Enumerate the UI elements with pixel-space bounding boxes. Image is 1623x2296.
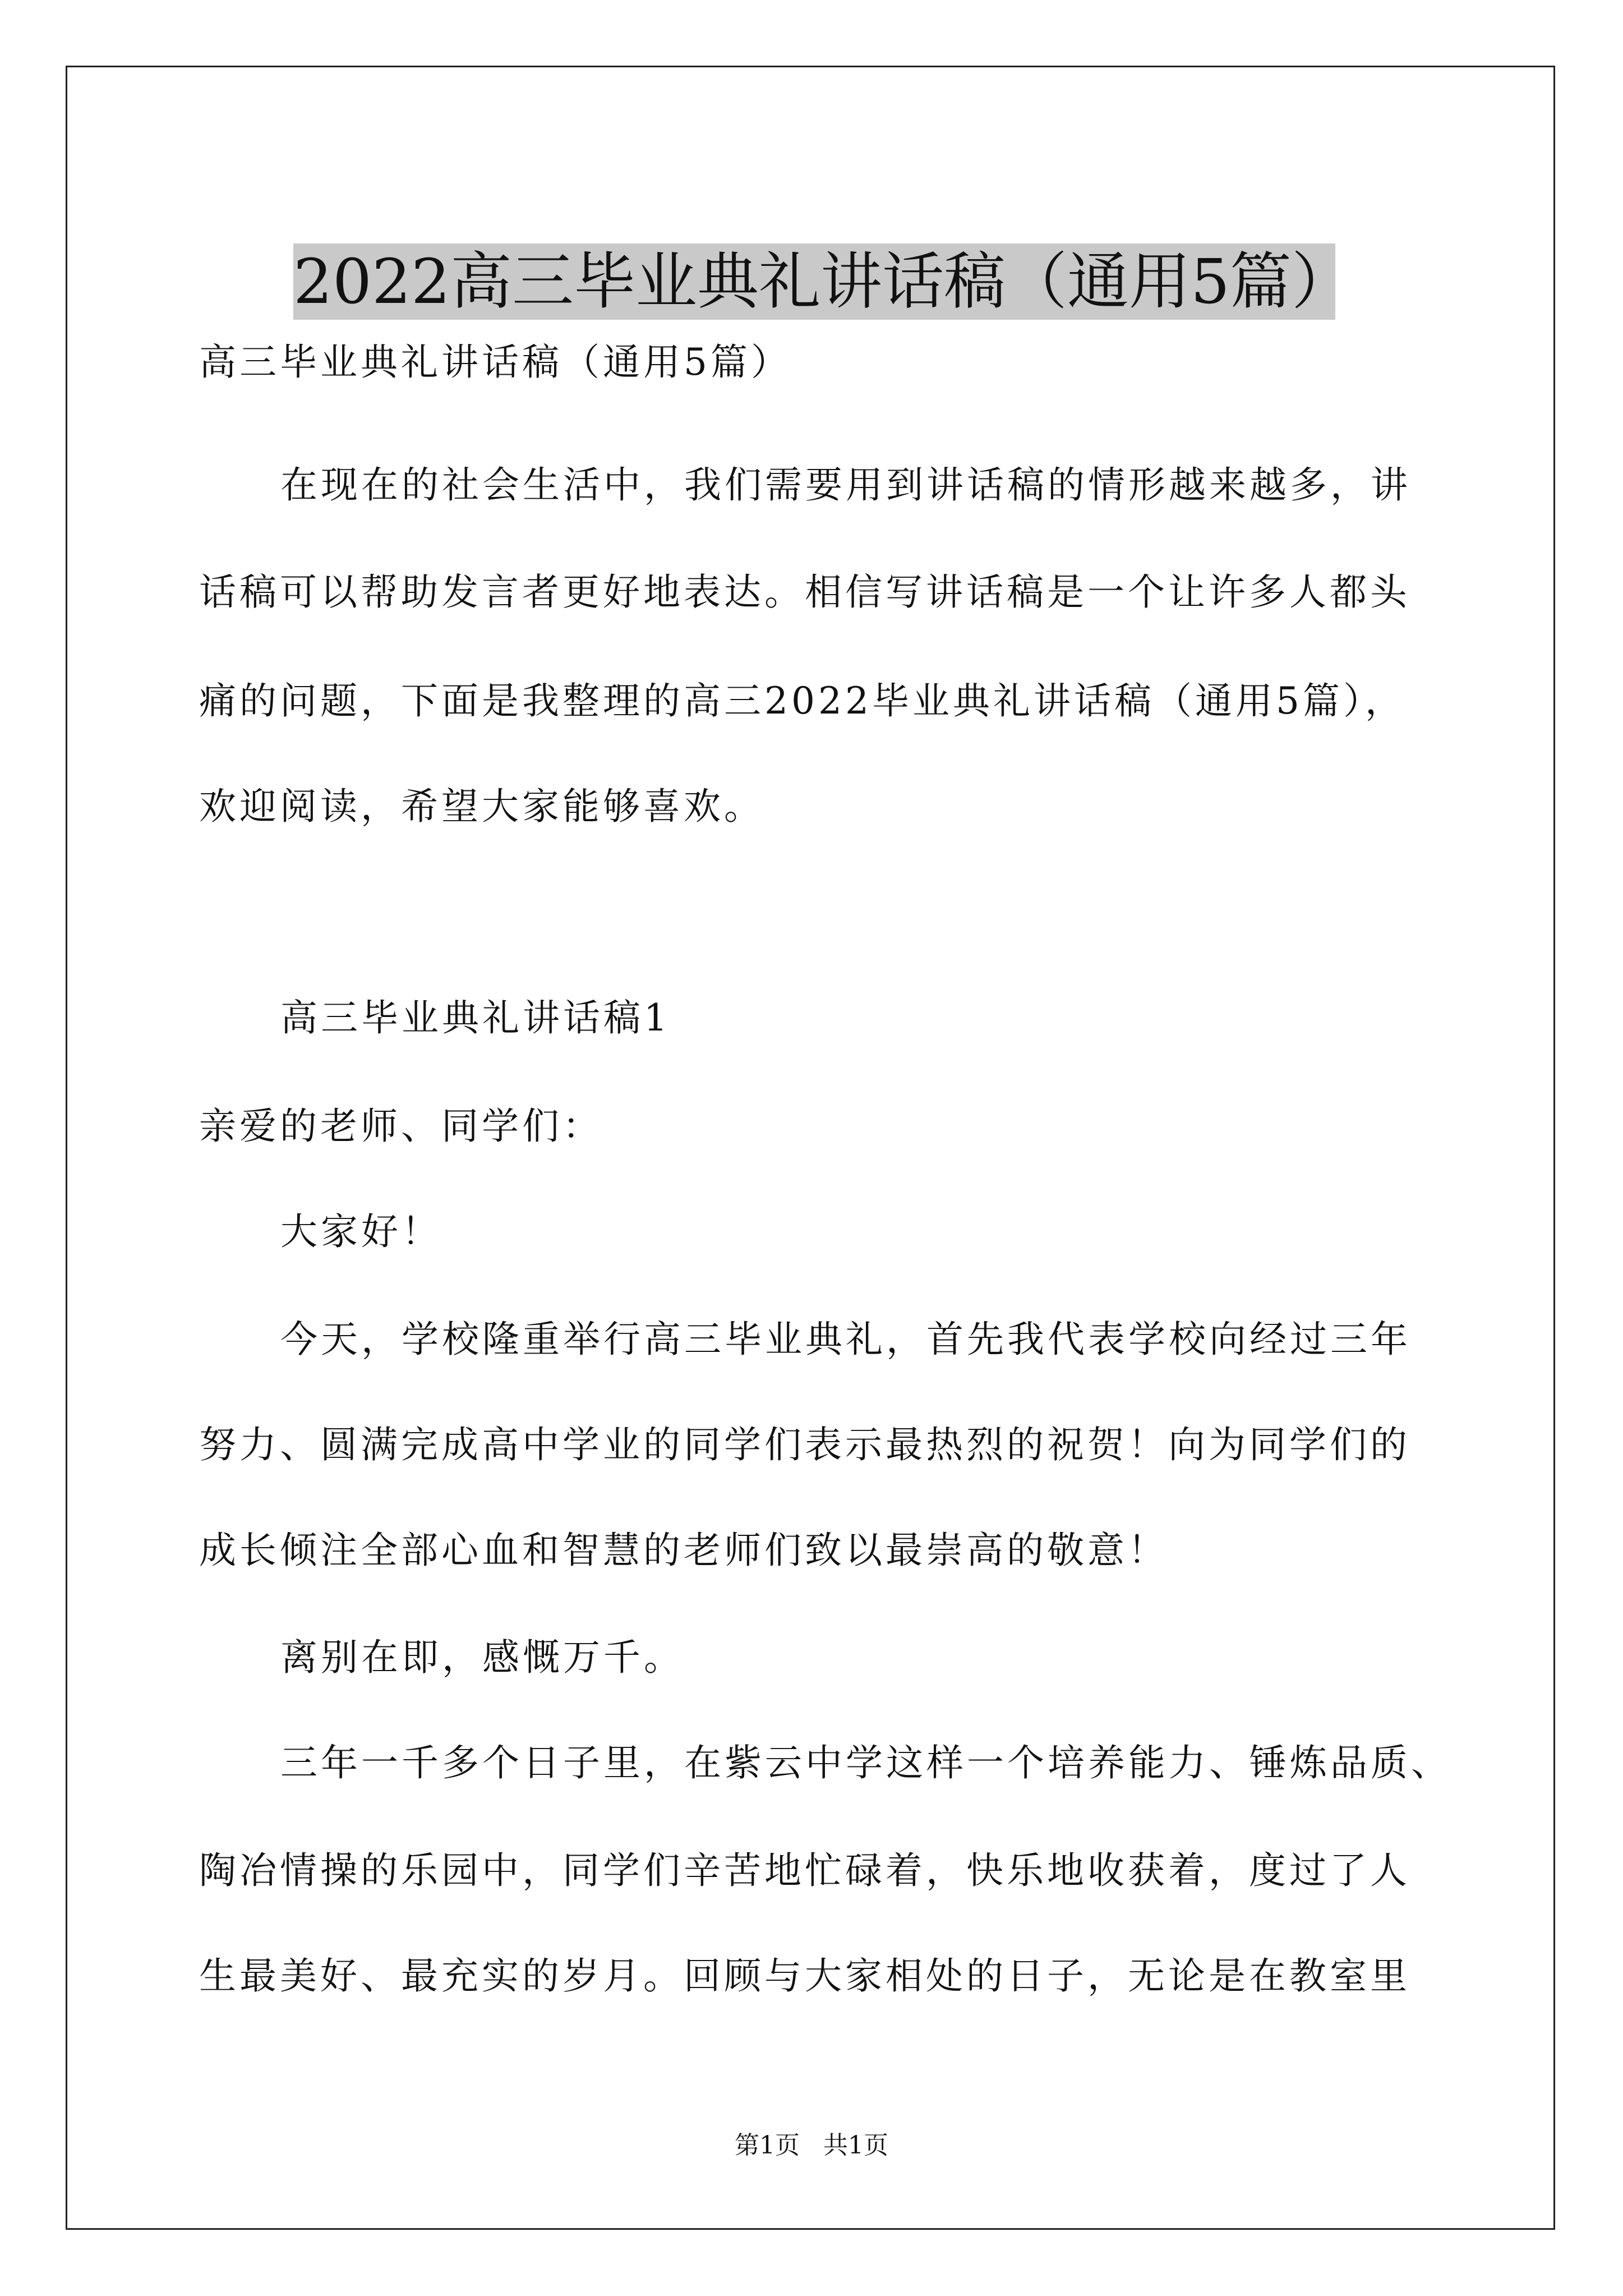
page-footer: 第1页 共1页	[735, 2131, 888, 2160]
paragraph-line: 成长倾注全部心血和智慧的老师们致以最崇高的敬意！	[199, 1529, 1168, 1572]
subtitle-line: 高三毕业典礼讲话稿（通用5篇）	[199, 341, 791, 384]
paragraph-line: 三年一千多个日子里，在紫云中学这样一个培养能力、锤炼品质、	[280, 1741, 1451, 1784]
document-title: 2022高三毕业典礼讲话稿（通用5篇）	[293, 243, 1335, 320]
paragraph-line: 离别在即，感慨万千。	[280, 1636, 684, 1679]
paragraph-line: 努力、圆满完成高中学业的同学们表示最热烈的祝贺！向为同学们的	[199, 1423, 1410, 1466]
paragraph-line: 今天，学校隆重举行高三毕业典礼，首先我代表学校向经过三年	[280, 1318, 1411, 1361]
paragraph-line: 生最美好、最充实的岁月。回顾与大家相处的日子，无论是在教室里	[199, 1954, 1410, 1998]
paragraph-line: 痛的问题，下面是我整理的高三2022毕业典礼讲话稿（通用5篇），	[199, 679, 1405, 723]
paragraph-line: 在现在的社会生活中，我们需要用到讲话稿的情形越来越多，讲	[280, 463, 1411, 507]
paragraph-line: 话稿可以帮助发言者更好地表达。相信写讲话稿是一个让许多人都头	[199, 570, 1410, 614]
paragraph-line: 陶冶情操的乐园中，同学们辛苦地忙碌着，快乐地收获着，度过了人	[199, 1849, 1410, 1892]
salutation-line: 亲爱的老师、同学们：	[199, 1105, 603, 1148]
greeting-line: 大家好！	[280, 1210, 442, 1253]
paragraph-line: 欢迎阅读，希望大家能够喜欢。	[199, 785, 764, 828]
section-heading: 高三毕业典礼讲话稿1	[280, 996, 671, 1039]
